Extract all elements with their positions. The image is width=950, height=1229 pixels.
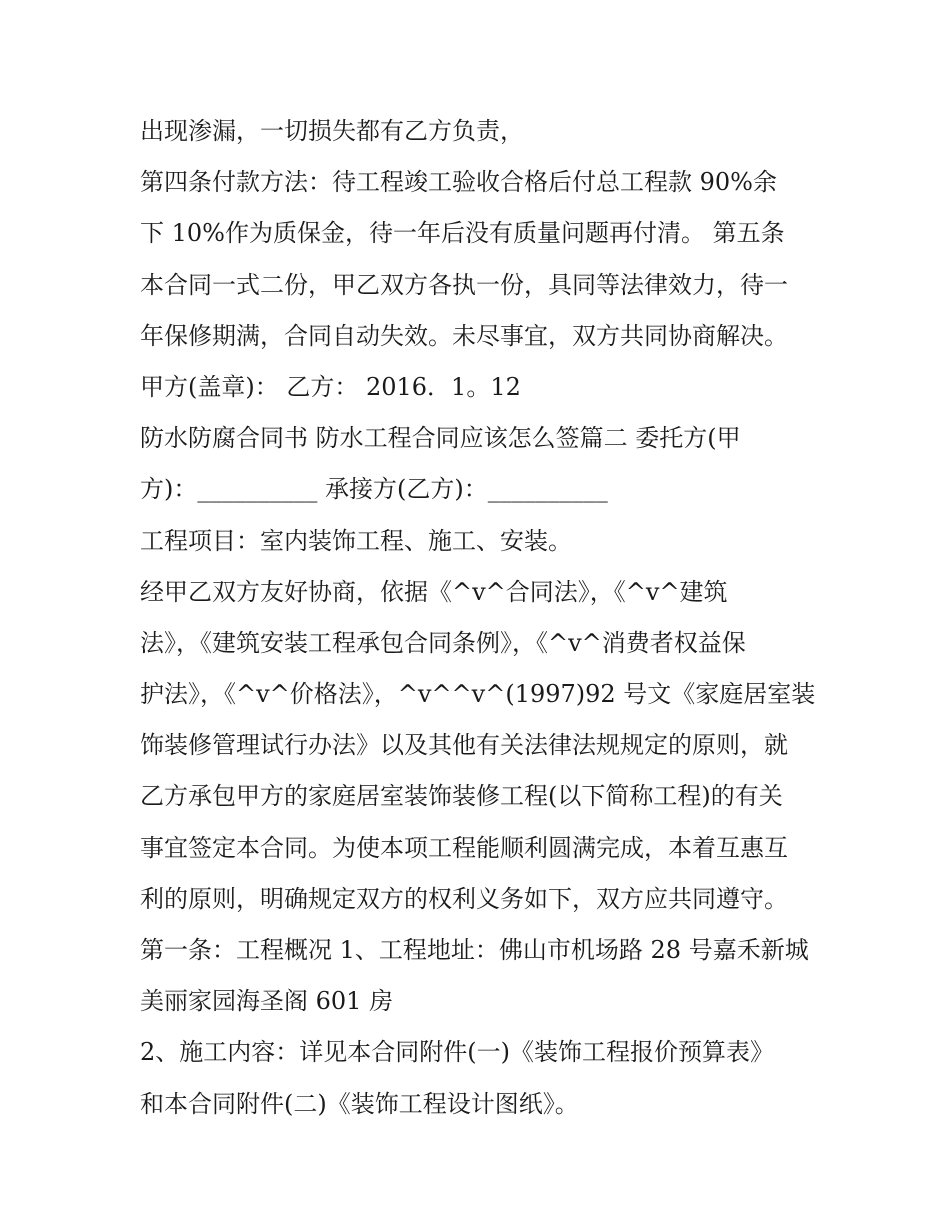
section-heading-line: 防水防腐合同书 防水工程合同应该怎么签篇二 委托方(甲 (140, 424, 741, 453)
text-line: 本合同一式二份，甲乙双方各执一份，具同等法律效力，待一 (140, 270, 788, 299)
text-line: 利的原则，明确规定双方的权利义务如下，双方应共同遵守。 (140, 884, 788, 913)
text-line: 工程项目：室内装饰工程、施工、安装。 (140, 526, 572, 555)
text-line: 2、施工内容：详见本合同附件(一)《装饰工程报价预算表》 (140, 1038, 774, 1067)
text-line: 和本合同附件(二)《装饰工程设计图纸》。 (140, 1089, 579, 1118)
text-line: 出现渗漏，一切损失都有乙方负责， (140, 117, 524, 145)
text-line: 下 10%作为质保金，待一年后没有质量问题再付清。 第五条 (140, 219, 785, 248)
text-line: 经甲乙双方友好协商，依据《^v^合同法》，《^v^建筑 (140, 577, 728, 606)
text-line: 第一条：工程概况 1、工程地址：佛山市机场路 28 号嘉禾新城 (140, 936, 809, 964)
text-line: 乙方承包甲方的家庭居室装饰装修工程(以下简称工程)的有关 (140, 782, 783, 811)
signature-line: 甲方(盖章)： 乙方： 2016．1。12 (140, 372, 521, 401)
party-blanks-line: 方)：__________ 承接方(乙方)：__________ (140, 475, 608, 504)
text-line: 年保修期满，合同自动失效。未尽事宜，双方共同协商解决。 (140, 321, 788, 350)
text-line: 饰装修管理试行办法》以及其他有关法律法规规定的原则，就 (140, 731, 788, 760)
text-line: 美丽家园海圣阁 601 房 (140, 987, 394, 1016)
text-line: 法》，《建筑安装工程承包合同条例》，《^v^消费者权益保 (140, 628, 746, 657)
document-body (140, 106, 820, 1130)
text-line: 事宜签定本合同。为使本项工程能顺利圆满完成，本着互惠互 (140, 833, 788, 862)
text-line: 护法》，《^v^价格法》，^v^^v^(1997)92 号文《家庭居室装 (140, 680, 816, 709)
text-line: 第四条付款方法：待工程竣工验收合格后付总工程款 90%余 (140, 168, 777, 197)
